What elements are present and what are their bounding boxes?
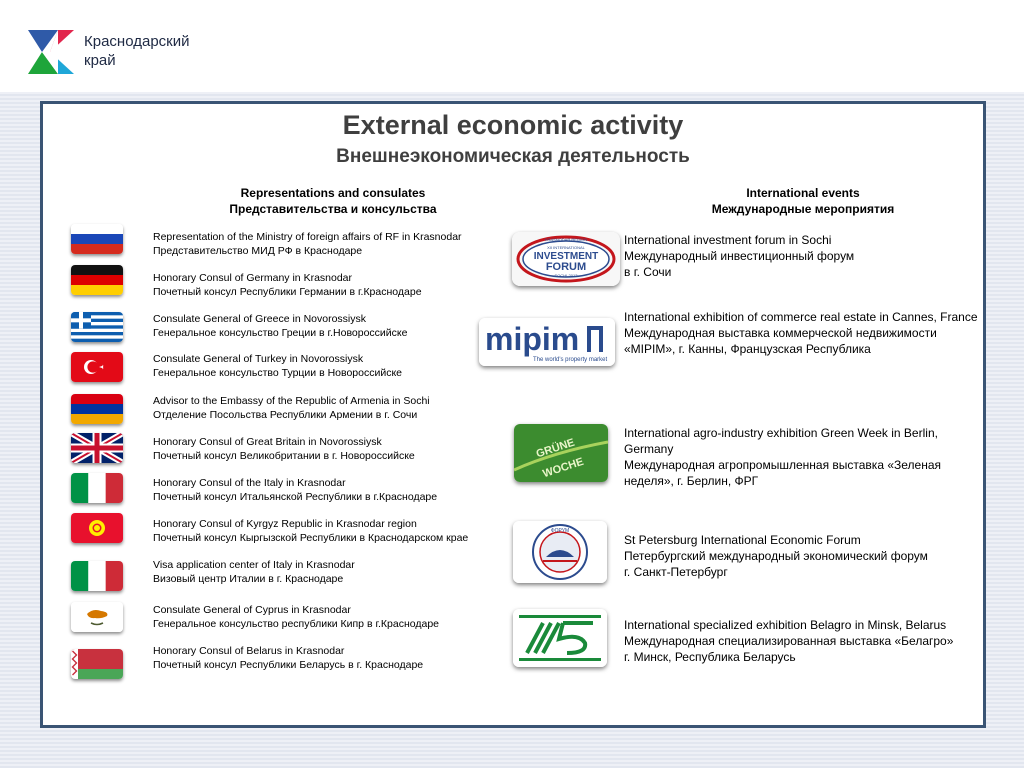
representation-ru: Почетный консул Кыргызской Республики в Краснодарском крае: [153, 532, 469, 544]
representation-item: [153, 394, 508, 422]
event-line-1: St Petersburg International Economic Forum: [624, 533, 861, 547]
representation-ru: Отделение Посольства Республики Армении в г. Сочи: [153, 409, 418, 421]
event-item: [624, 232, 984, 280]
germany-flag-icon: [71, 265, 123, 295]
spief-logo-icon: [513, 521, 607, 583]
events-heading: [673, 185, 933, 217]
event-line-1: International investment forum in Sochi: [624, 233, 832, 247]
representation-item: [153, 271, 508, 299]
italy-flag-icon: [71, 473, 123, 503]
forum-word2-text: FORUM: [545, 261, 587, 273]
mipim-tag-text: The world's property market: [533, 357, 608, 363]
representation-en: Consulate General of Cyprus in Krasnodar: [153, 604, 351, 616]
event-item: [624, 425, 984, 489]
representation-ru: Представительство МИД РФ в Краснодаре: [153, 245, 363, 257]
representation-ru: Генеральное консульство Турции в Новороссийске: [153, 367, 403, 379]
gw-word1-text: GRÜNE: [534, 436, 577, 461]
event-line-2: Международная специализированная выставка «Белагро»: [624, 634, 954, 648]
event-item: [624, 617, 984, 665]
representations-heading-ru: Представительства и консульства: [229, 202, 437, 216]
representations-heading: [213, 185, 453, 217]
representation-en: Visa application center of Italy in Krasnodar: [153, 559, 355, 571]
event-line-1: International exhibition of commerce real estate in Cannes, France: [624, 310, 978, 324]
representation-ru: Генеральное консульство Греции в г.Новороссийске: [153, 327, 408, 339]
representation-en: Honorary Consul of Kyrgyz Republic in Krasnodar region: [153, 518, 417, 530]
representation-en: Honorary Consul of the Italy in Krasnodar: [153, 477, 346, 489]
page-title: External economic activity: [342, 110, 684, 140]
armenia-flag-icon: [71, 394, 123, 424]
representation-ru: Почетный консул Республики Германии в г.Краснодаре: [153, 286, 422, 298]
turkey-flag-icon: [71, 352, 123, 382]
forum-sub-text: XII INTERNATIONAL: [547, 245, 585, 250]
representation-en: Honorary Consul of Germany in Krasnodar: [153, 272, 353, 284]
representation-en: Representation of the Ministry of foreign affairs of RF in Krasnodar: [153, 231, 462, 243]
representation-ru: Почетный консул Итальянской Республики в г.Краснодаре: [153, 491, 438, 503]
mipim-logo-icon: [479, 318, 615, 366]
representation-en: Advisor to the Embassy of the Republic of Armenia in Sochi: [153, 395, 430, 407]
event-item: [624, 309, 984, 357]
event-line-2: Петербургский международный экономический форум: [624, 549, 928, 563]
event-line-2: Международная агропромышленная выставка «Зеленая неделя», г. Берлин, ФРГ: [624, 458, 942, 488]
representation-item: [153, 312, 508, 340]
russia-flag-icon: [71, 224, 123, 254]
representation-ru: Почетный консул Великобритании в г. Новороссийске: [153, 450, 415, 462]
forum-top-text: KRASNODAR REGION: [544, 237, 588, 242]
gw-word2-text: WOCHE: [541, 455, 586, 481]
representation-item: [153, 558, 508, 586]
belarus-flag-icon: [71, 649, 123, 679]
cyprus-flag-icon: [71, 602, 123, 632]
representation-ru: Визовый центр Италии в г. Краснодаре: [153, 573, 344, 585]
representation-ru: Генеральное консульство республики Кипр в г.Краснодаре: [153, 618, 440, 630]
logo-line-2: край: [84, 52, 116, 69]
representation-en: Honorary Consul of Great Britain in Novorossiysk: [153, 436, 382, 448]
event-line-3: г. Санкт-Петербург: [624, 565, 728, 579]
representation-en: Consulate General of Turkey in Novorossiysk: [153, 353, 364, 365]
event-line-3: г. Минск, Республика Беларусь: [624, 650, 796, 664]
logo-text: [84, 32, 189, 70]
italy-flag-icon: [71, 561, 123, 591]
representation-item: [153, 435, 508, 463]
representations-heading-en: Representations and consulates: [240, 186, 426, 200]
krasnodar-region-logo-icon: [28, 28, 76, 76]
gruene-woche-logo-icon: [514, 424, 608, 482]
spief-word-text: ФОРУМ: [550, 528, 570, 534]
event-line-3: в г. Сочи: [624, 265, 672, 279]
representation-item: [153, 230, 508, 258]
representation-ru: Почетный консул Республики Беларусь в г. Краснодаре: [153, 659, 424, 671]
greece-flag-icon: [71, 312, 123, 342]
event-item: [624, 532, 984, 580]
uk-flag-icon: [71, 433, 123, 463]
events-heading-en: International events: [746, 186, 860, 200]
content-panel: [40, 101, 986, 728]
representation-item: [153, 476, 508, 504]
logo-line-1: Краснодарский: [84, 33, 190, 50]
representation-item: [153, 603, 508, 631]
representation-item: [153, 517, 508, 545]
event-line-2: Международная выставка коммерческой недвижимости «MIPIM», г. Канны, Французская Республика: [624, 326, 937, 356]
event-line-1: International agro-industry exhibition Green Week in Berlin, Germany: [624, 426, 938, 456]
forum-word1-text: INVESTMENT: [533, 251, 599, 262]
kyrgyzstan-flag-icon: [71, 513, 123, 543]
page-subtitle: Внешнеэкономическая деятельность: [336, 146, 690, 167]
investment-forum-sochi-logo-icon: [512, 232, 620, 286]
representation-en: Consulate General of Greece in Novorossiysk: [153, 313, 367, 325]
representation-item: [153, 644, 508, 672]
event-line-1: International specialized exhibition Belagro in Minsk, Belarus: [624, 618, 947, 632]
representation-item: [153, 352, 508, 380]
event-line-2: Международный инвестиционный форум: [624, 249, 855, 263]
belagro-logo-icon: [513, 609, 607, 667]
representation-en: Honorary Consul of Belarus in Krasnodar: [153, 645, 345, 657]
forum-bottom-text: SOCHI-2013: [554, 273, 578, 278]
events-heading-ru: Международные мероприятия: [711, 202, 895, 216]
mipim-word-text: mipim: [485, 321, 580, 357]
